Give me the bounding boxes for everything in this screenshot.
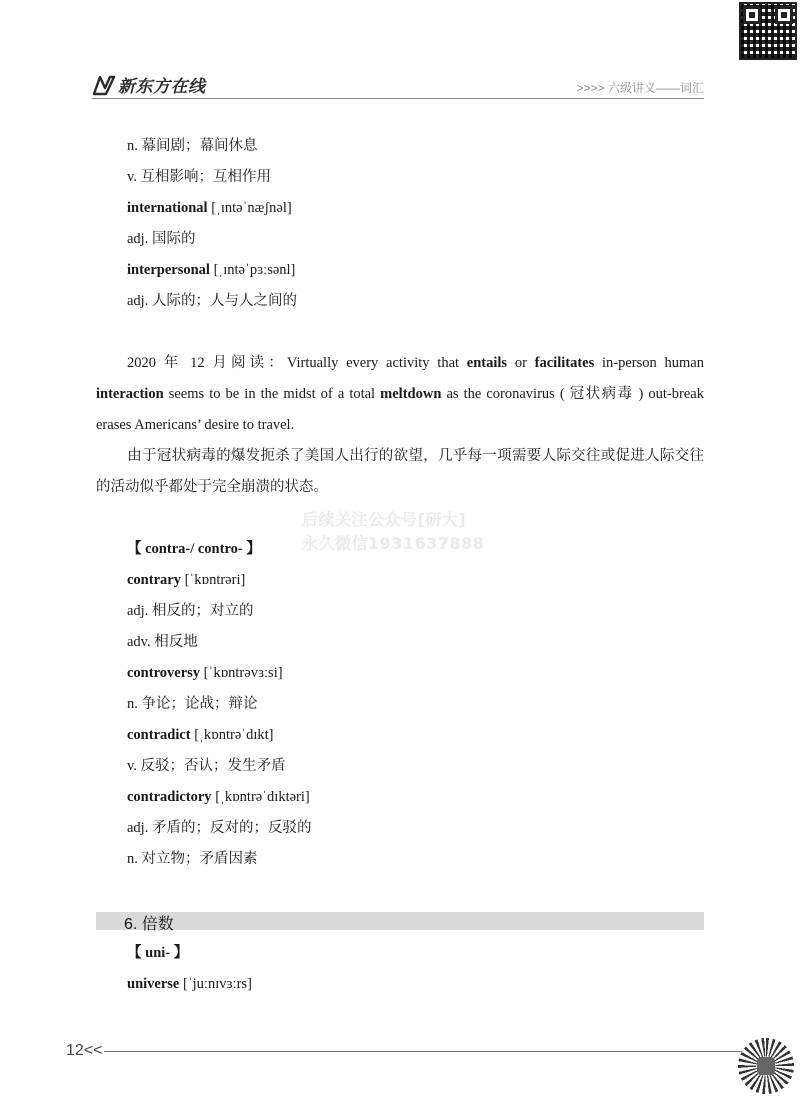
definition-line: adj. 国际的 — [127, 231, 196, 247]
headword: interpersonal — [127, 262, 210, 278]
qr-code — [739, 2, 797, 60]
phonetic: [ˈkɒntrəvɜːsi] — [200, 665, 283, 681]
vocab-entry — [127, 260, 295, 280]
headword: controversy — [127, 665, 201, 681]
definition-line: adj. 人际的；人与人之间的 — [127, 293, 297, 309]
mascot-stamp-icon — [738, 1038, 794, 1094]
definition-line: n. 争论；论战；辩论 — [127, 696, 258, 712]
definition-line: adv. 相反地 — [127, 634, 198, 650]
phonetic: [ˌkɒntrəˈdɪkt] — [190, 727, 274, 743]
phonetic: [ˌɪntəˈnæʃnəl] — [207, 200, 292, 216]
header-breadcrumb: >>>> 六级讲义——词汇 — [576, 81, 704, 95]
vocab-entry — [127, 787, 310, 807]
headword: universe — [127, 976, 180, 992]
vocab-entry — [127, 198, 292, 218]
headword: contradictory — [127, 789, 212, 805]
vocab-entry — [127, 974, 252, 994]
root-heading: 【 uni- 】 — [127, 945, 189, 961]
footer-rule — [104, 1051, 744, 1052]
vocab-entry — [127, 725, 274, 745]
headword: contradict — [127, 727, 191, 743]
vocab-entry — [127, 663, 283, 683]
reading-passage-english: 2020 年 12 月阅读：Virtually every activity that entails or facilitates in-person human interaction seems to be in the midst of a total meltdown as the coronavirus ( 冠状病毒 ) out-break erases Americans’ desire to travel. — [96, 355, 704, 433]
logo-text: 新东方在线 — [118, 77, 206, 97]
root-heading: 【 contra-/ contro- 】 — [127, 541, 261, 557]
logo-mark-icon — [92, 74, 116, 96]
definition-line: n. 幕间剧；幕间休息 — [127, 138, 258, 154]
watermark: 后续关注公众号[研大] 永久微信1931637888 — [302, 510, 485, 553]
definition-line: n. 对立物；矛盾因素 — [127, 851, 258, 867]
headword: international — [127, 200, 208, 216]
section-title: 6. 倍数 — [124, 916, 174, 933]
reading-passage-chinese: 由于冠状病毒的爆发扼杀了美国人出行的欲望，几乎每一项需要人际交往或促进人际交往的活动似乎都处于完全崩溃的状态。 — [96, 448, 704, 495]
logo — [92, 72, 206, 97]
phonetic: [ˌkɒntrəˈdɪktəri] — [211, 789, 310, 805]
vocab-entry — [127, 570, 245, 590]
section-title-bar — [96, 912, 704, 933]
definition-line: adj. 矛盾的；反对的；反驳的 — [127, 820, 312, 836]
page-header — [92, 70, 704, 99]
definition-line: v. 反驳；否认；发生矛盾 — [127, 758, 286, 774]
definition-line: v. 互相影响；互相作用 — [127, 169, 272, 185]
page-number: 12<< — [66, 1042, 103, 1059]
headword: contrary — [127, 572, 181, 588]
phonetic: [ˈkɒntrəri] — [180, 572, 246, 588]
definition-line: adj. 相反的；对立的 — [127, 603, 254, 619]
phonetic: [ˈjuːnɪvɜːrs] — [179, 976, 252, 992]
phonetic: [ˌɪntəˈpɜːsənl] — [209, 262, 296, 278]
